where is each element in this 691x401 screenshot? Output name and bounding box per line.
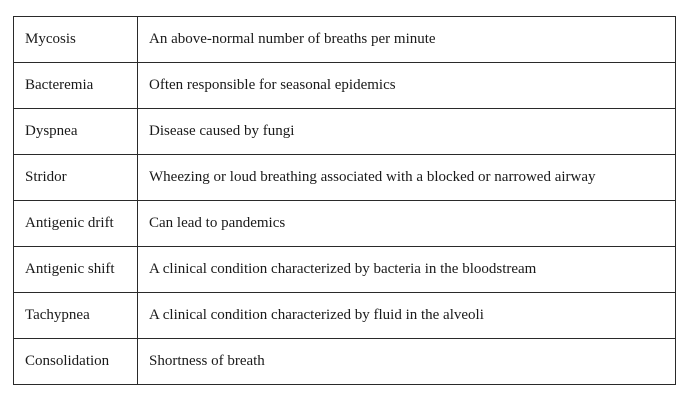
term-cell: Tachypnea: [14, 293, 138, 339]
table-row: [14, 63, 676, 109]
definition-cell: Can lead to pandemics: [138, 201, 676, 247]
definition-cell: Disease caused by fungi: [138, 109, 676, 155]
table-row: [14, 109, 676, 155]
term-cell: Mycosis: [14, 17, 138, 63]
term-cell: Consolidation: [14, 339, 138, 385]
definition-cell: A clinical condition characterized by fluid in the alveoli: [138, 293, 676, 339]
definition-cell: Wheezing or loud breathing associated with a blocked or narrowed airway: [138, 155, 676, 201]
table-row: [14, 247, 676, 293]
matching-table-container: [13, 16, 676, 385]
table-row: [14, 17, 676, 63]
term-cell: Antigenic drift: [14, 201, 138, 247]
term-cell: Antigenic shift: [14, 247, 138, 293]
table-row: [14, 155, 676, 201]
definition-cell: A clinical condition characterized by bacteria in the bloodstream: [138, 247, 676, 293]
definition-cell: Often responsible for seasonal epidemics: [138, 63, 676, 109]
term-cell: Dyspnea: [14, 109, 138, 155]
definition-cell: An above-normal number of breaths per minute: [138, 17, 676, 63]
term-cell: Stridor: [14, 155, 138, 201]
table-row: [14, 293, 676, 339]
definition-cell: Shortness of breath: [138, 339, 676, 385]
table-row: [14, 339, 676, 385]
term-definition-table: [13, 16, 676, 385]
term-cell: Bacteremia: [14, 63, 138, 109]
table-row: [14, 201, 676, 247]
